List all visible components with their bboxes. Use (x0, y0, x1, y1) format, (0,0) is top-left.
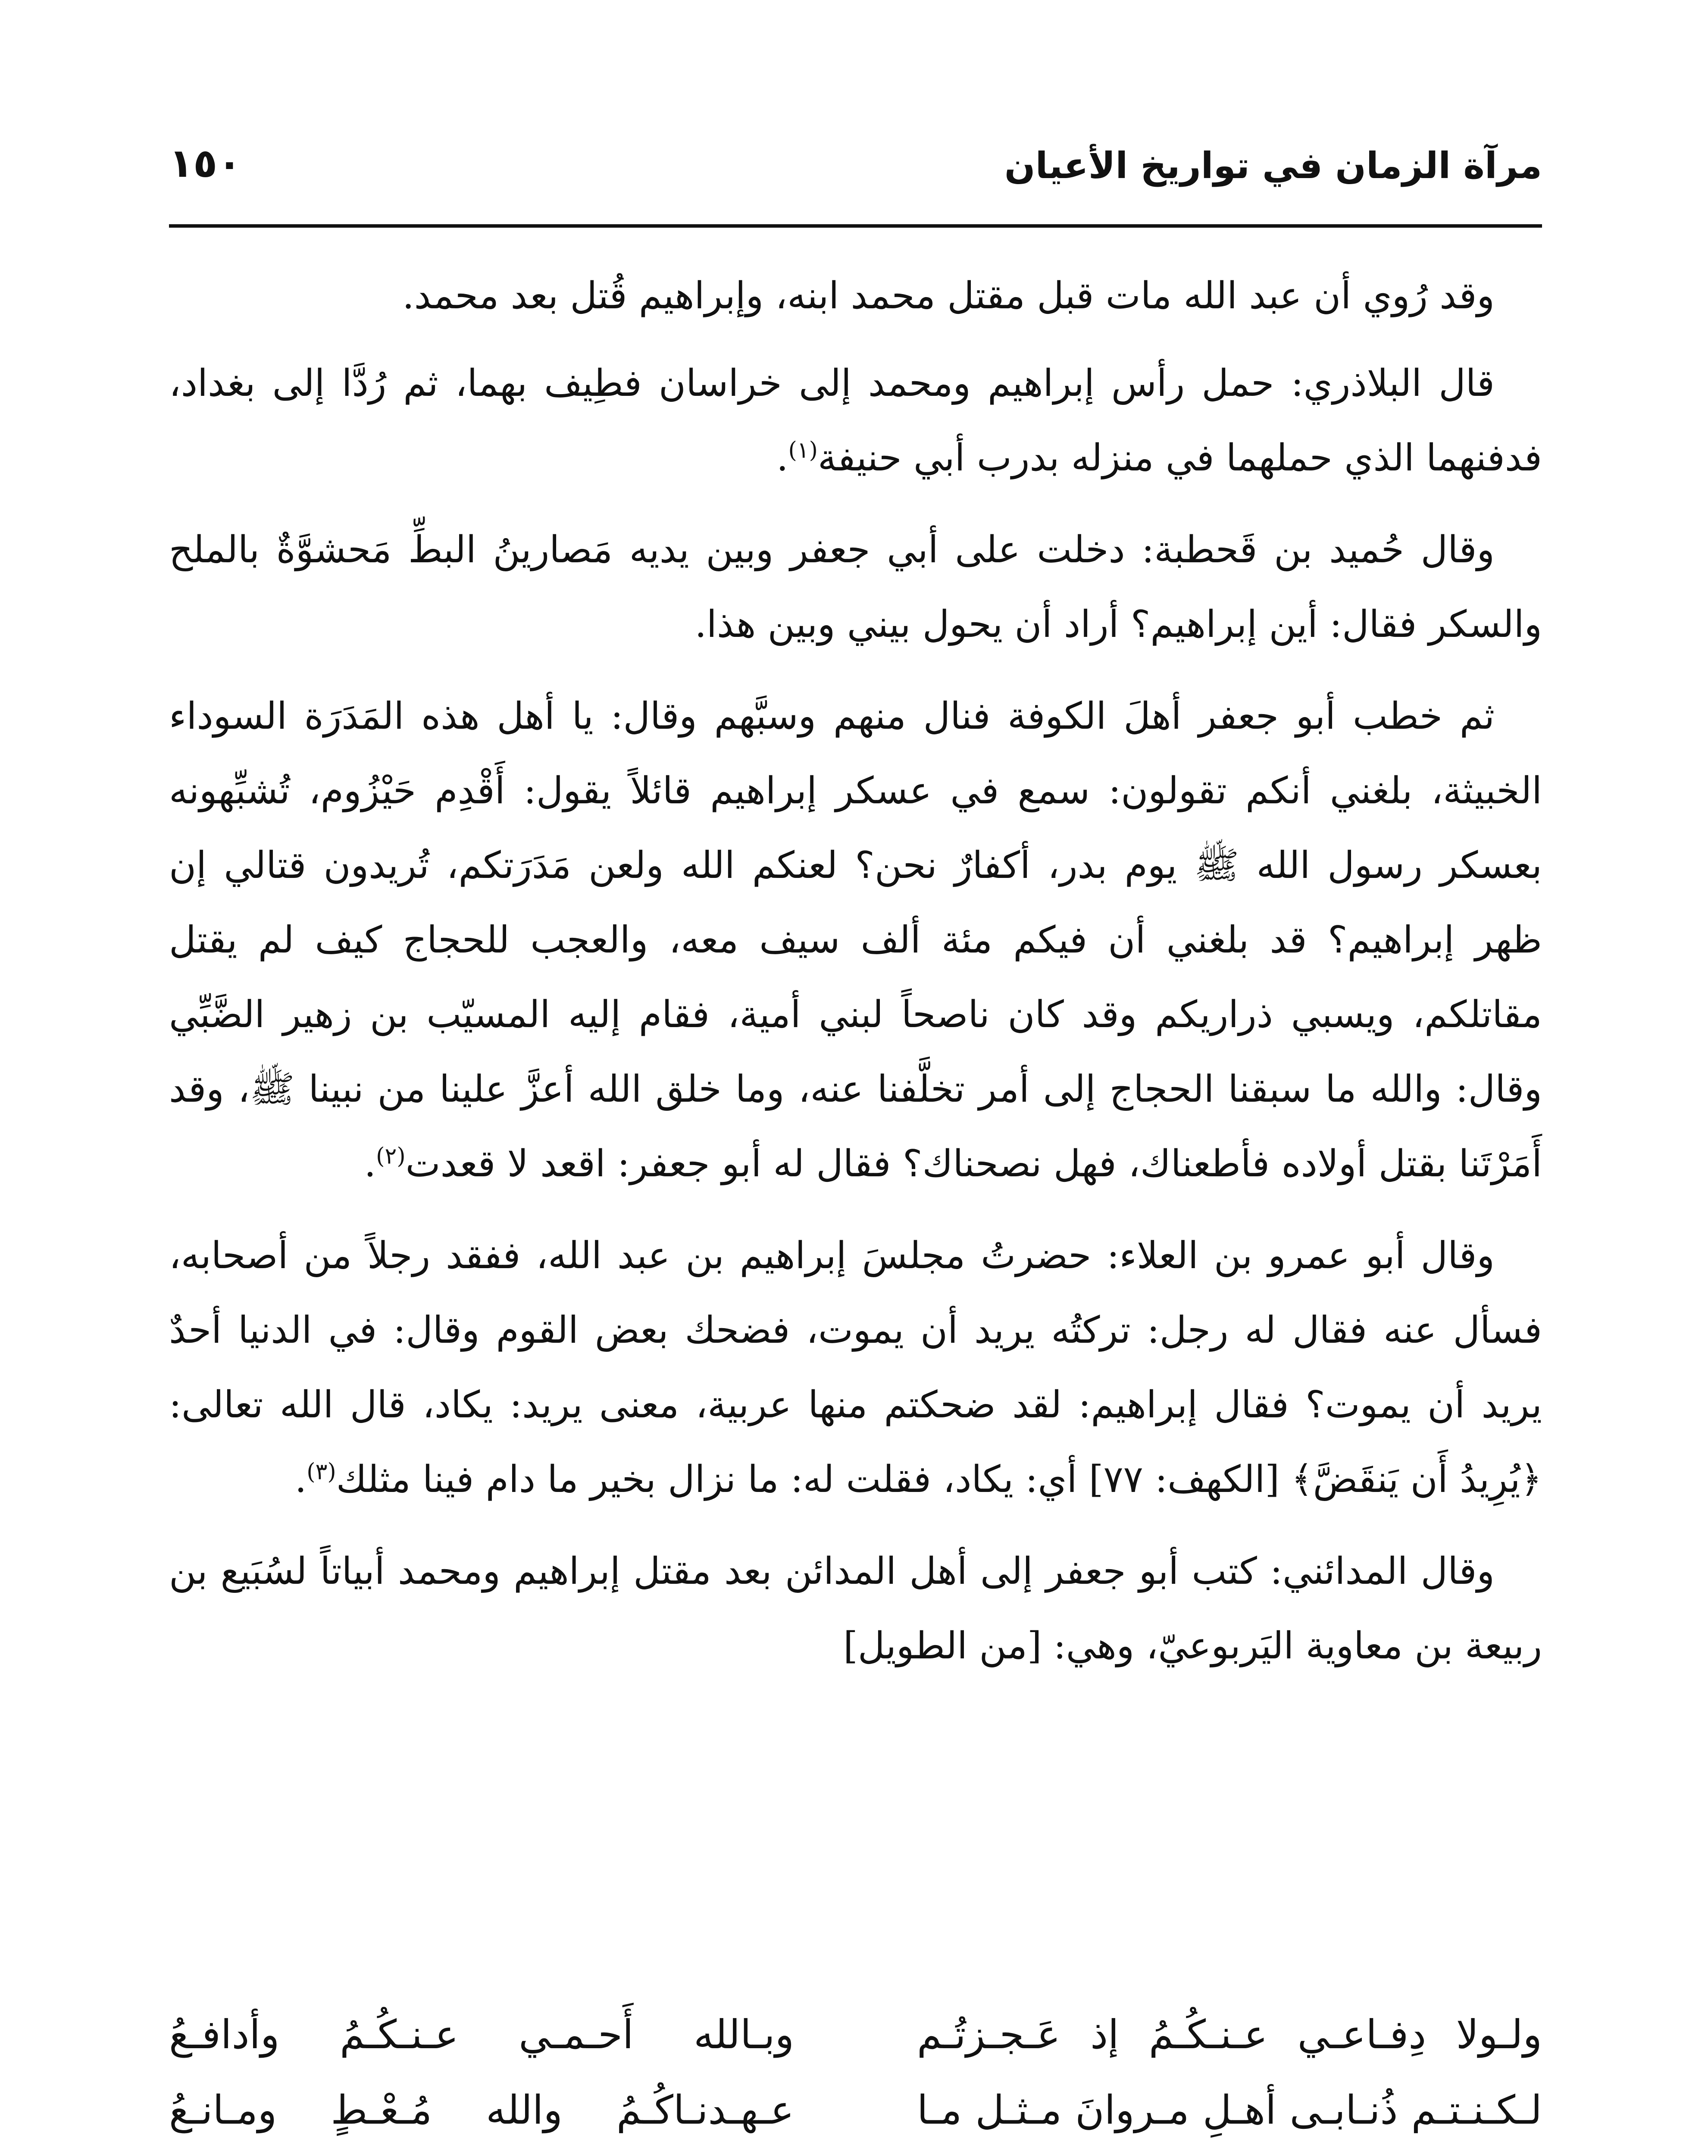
paragraph: قال البلاذري: حمل رأس إبراهيم ومحمد إلى خراسان فطِيف بهما، ثم رُدَّا إلى بغداد، فدفنهما الذي حملهما في منزله بدرب أبي حنيفة$^{(١)}$. (169, 362, 1542, 479)
paragraph: وقد رُوي أن عبد الله مات قبل مقتل محمد ابنه، وإبراهيم قُتل بعد محمد. (402, 274, 1495, 317)
paragraph: ثم خطب أبو جعفر أهلَ الكوفة فنال منهم وسبَّهم وقال: يا أهل هذه المَدَرَة السوداء الخبيثة، بلغني أنكم تقولون: سمع في عسكر إبراهيم قائلاً يقول: أَقْدِم حَيْزُوم، تُشبِّهونه بعسكر رسول الله ﷺ يوم بدر، أكفارٌ نحن؟ لعنكم الله ولعن مَدَرَتكم، تُريدون قتالي إن ظهر إبراهيم؟ قد بلغني أن فيكم مئة ألف سيف معه، والعجب للحجاج كيف لم يقتل مقاتلكم، ويسبي ذراريكم وقد كان ناصحاً لبني أمية، فقام إليه المسيّب بن زهير الضَّبِّي وقال: والله ما سبقنا الحجاج إلى أمر تخلَّفنا عنه، وما خلق الله أعزَّ علينا من نبينا ﷺ، وقد أَمَرْتَنا بقتل أولاده فأطعناك، فهل نصحناك؟ فقال له أبو جعفر: اقعد لا قعدت$^{(٢)}$. (169, 695, 1542, 1185)
paragraph: وقال حُميد بن قَحطبة: دخلت على أبي جعفر وبين يديه مَصارينُ البطِّ مَحشوَّةٌ بالملح والسكر فقال: أين إبراهيم؟ أراد أن يحول بيني وبين هذا. (169, 528, 1542, 646)
hemistich-second: عـهـدنـاكُـمُ والله مُـعْـطٍ ومـانـعُ (169, 2087, 794, 2133)
page-header (169, 136, 1542, 209)
header-rule (169, 224, 1542, 228)
footnote-ref: (٢) (376, 1143, 406, 1169)
main-text (169, 259, 1542, 1701)
footnote-ref: (١) (788, 437, 818, 464)
poem-verse (169, 2087, 1542, 2156)
running-title: مرآة الزمان في تواريخ الأعيان (1004, 144, 1542, 187)
hemistich-first: ولـولا دِفـاعـي عـنـكُـمُ إذ عَـجـزتُـم (917, 2012, 1542, 2058)
paragraph: وقال المدائني: كتب أبو جعفر إلى أهل المدائن بعد مقتل إبراهيم ومحمد أبياتاً لسُبَيع بن ربيعة بن معاوية اليَربوعيّ، وهي: [من الطويل] (169, 1550, 1542, 1667)
hemistich-first: لـكـنـتـم ذُنـابـى أهـلِ مـروانَ مـثـل مـا (917, 2087, 1542, 2133)
page-number: ١٥٠ (169, 140, 242, 186)
paragraph: وقال أبو عمرو بن العلاء: حضرتُ مجلسَ إبراهيم بن عبد الله، ففقد رجلاً من أصحابه، فسأل عنه فقال له رجل: تركتُه يريد أن يموت، فضحك بعض القوم وقال: في الدنيا أحدٌ يريد أن يموت؟ فقال إبراهيم: لقد ضحكتم منها عربية، معنى يريد: يكاد، قال الله تعالى: ﴿يُرِيدُ أَن يَنقَضَّ﴾ [الكهف: ٧٧] أي: يكاد، فقلت له: ما نزال بخير ما دام فينا مثلك$^{(٣)}$. (169, 1234, 1542, 1501)
footnote-ref: (٣) (307, 1459, 336, 1485)
hemistich-second: وبـالله أَحـمـي عـنـكُـمُ وأدافـعُ (169, 2012, 794, 2058)
poem-verse (169, 2012, 1542, 2085)
